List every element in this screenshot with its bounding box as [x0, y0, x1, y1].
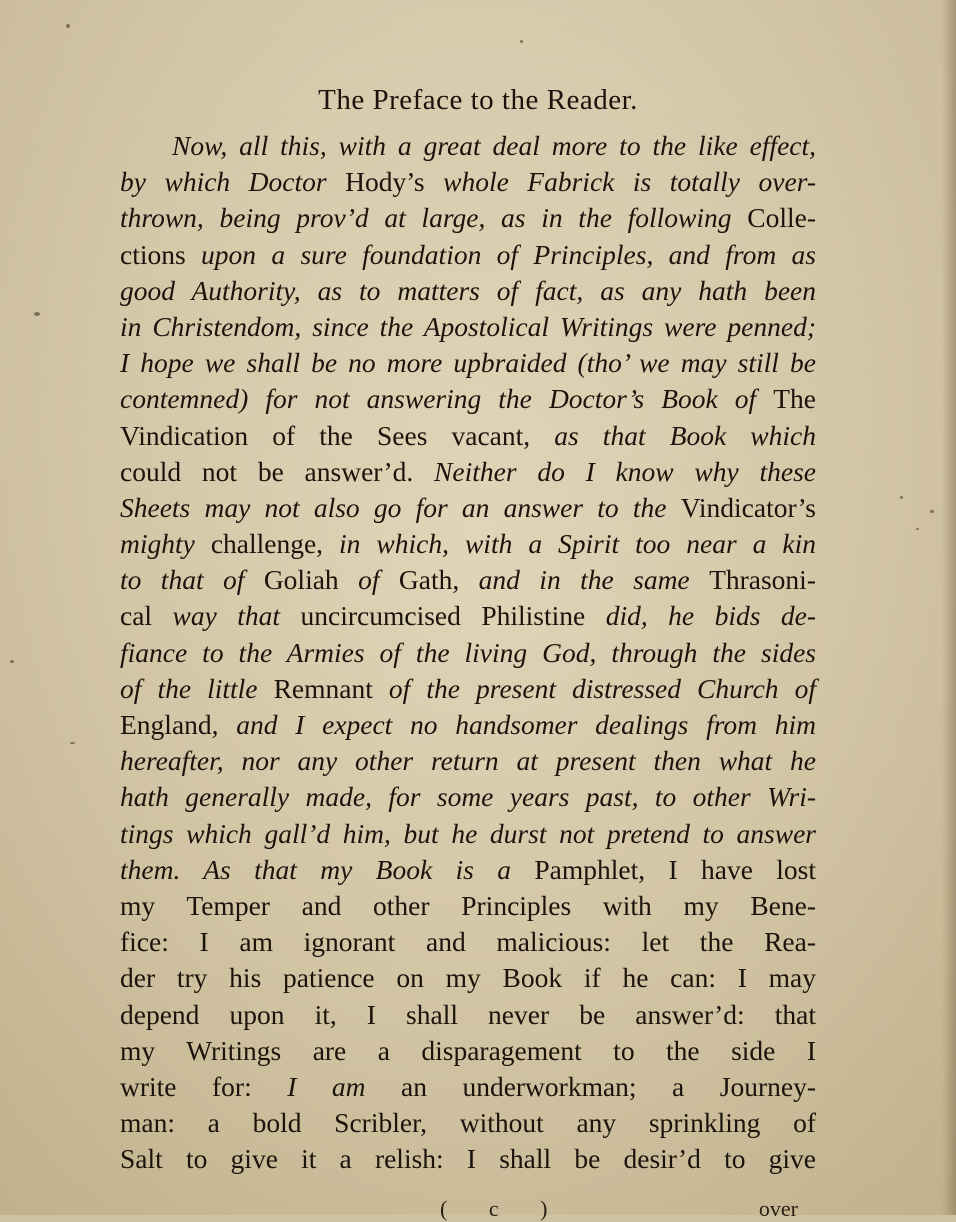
text-line	[120, 816, 816, 852]
italic-text: tings which gall’d him, but he durst not pretend to answer	[120, 817, 816, 849]
catchword: over	[758, 1196, 798, 1221]
italic-text: thrown, being prov’d at large, as in the following	[120, 202, 748, 234]
italic-text: in which, with a Spirit too near a kin	[339, 528, 816, 560]
paper-speck	[10, 660, 14, 663]
paper-speck	[930, 510, 934, 513]
roman-text: an underworkman; a Journey-	[400, 1070, 816, 1102]
roman-text: fice: I am ignorant and malicious: let the Rea-	[120, 926, 816, 958]
italic-text: mighty	[120, 528, 211, 560]
roman-text: could not be answer’d.	[120, 455, 435, 487]
paper-speck	[70, 742, 75, 744]
roman-text: Remnant	[273, 672, 389, 704]
text-line	[120, 997, 816, 1033]
italic-text: as that Book which	[554, 419, 816, 451]
text-line	[120, 743, 816, 779]
text-line	[120, 1069, 816, 1105]
italic-text: contemned) for not answering the Doctor’s Book of	[120, 383, 774, 415]
roman-text: Hody’s	[345, 166, 425, 198]
body-text	[120, 128, 816, 1177]
text-line	[120, 1033, 816, 1069]
italic-text: and in the same	[478, 564, 710, 596]
text-line	[120, 454, 816, 490]
text-line	[120, 707, 816, 743]
italic-text: did, he bids de-	[605, 600, 816, 632]
italic-text: hereafter, nor any other return at present then what he	[120, 745, 816, 777]
roman-text: Vindication of the Sees vacant,	[120, 419, 555, 451]
roman-text: Salt to give it a relish: I shall be desir’d to give	[120, 1143, 816, 1175]
roman-text: cal	[120, 600, 173, 632]
text-line	[120, 200, 816, 236]
text-line	[120, 562, 816, 598]
signature-mark: ( c )	[440, 1196, 566, 1221]
text-line	[120, 237, 816, 273]
roman-text: The	[773, 383, 816, 415]
paper-speck	[520, 40, 523, 43]
roman-text: write for:	[120, 1070, 288, 1102]
text-line	[120, 671, 816, 707]
italic-text: upon a sure foundation of Principles, and from as	[201, 238, 816, 270]
italic-text: by which Doctor	[120, 166, 346, 198]
italic-text: of the little	[120, 672, 274, 704]
roman-text: uncircumcised Philistine	[300, 600, 606, 632]
text-line	[120, 273, 816, 309]
text-line	[120, 960, 816, 996]
text-line	[120, 635, 816, 671]
roman-text: ctions	[120, 238, 202, 270]
paper-speck	[900, 496, 903, 499]
italic-text: and I expect no handsomer dealings from him	[236, 709, 816, 740]
italic-text: to that of	[120, 564, 264, 596]
italic-text: Now, all this, with a great deal more to the like effect,	[172, 130, 816, 161]
roman-text: Thrasoni-	[709, 564, 816, 596]
text-line	[120, 381, 816, 417]
roman-text: depend upon it, I shall never be answer’d: that	[120, 998, 816, 1030]
italic-text: Neither do I know why these	[434, 455, 816, 487]
italic-text: hath generally made, for some years past, to other Wri-	[120, 781, 816, 813]
text-line	[120, 888, 816, 924]
italic-text: whole Fabrick is totally over-	[424, 166, 816, 198]
roman-text: my Writings are a disparagement to the side I	[120, 1034, 816, 1066]
text-line	[120, 128, 816, 164]
text-line	[120, 345, 816, 381]
italic-text: Sheets may not also go for an answer to the	[120, 491, 681, 523]
text-line	[120, 1141, 816, 1177]
text-line	[120, 418, 816, 454]
roman-text: challenge,	[210, 528, 340, 560]
text-line	[120, 309, 816, 345]
italic-text: them. As that my Book is a	[120, 853, 535, 885]
italic-text: way that	[172, 600, 301, 632]
roman-text: der try his patience on my Book if he can: I may	[120, 962, 816, 994]
text-line	[120, 598, 816, 634]
paper-speck	[916, 528, 919, 530]
roman-text: Goliah	[263, 564, 359, 596]
italic-text: good Authority, as to matters of fact, as any hath been	[120, 274, 816, 306]
italic-text: of	[358, 564, 399, 596]
roman-text: man: a bold Scribler, without any sprinkling of	[120, 1107, 816, 1139]
italic-text: in Christendom, since the Apostolical Writings were penned;	[120, 310, 816, 342]
text-line	[120, 526, 816, 562]
roman-text: Vindicator’s	[680, 491, 816, 523]
italic-text: I am	[287, 1070, 401, 1102]
page-edge-shadow	[942, 0, 956, 1215]
text-line	[120, 164, 816, 200]
paper-speck	[34, 312, 40, 316]
roman-text: England,	[120, 709, 237, 740]
text-line	[120, 1105, 816, 1141]
roman-text: Colle-	[747, 202, 816, 234]
text-line	[120, 779, 816, 815]
roman-text: Pamphlet, I have lost	[534, 853, 816, 885]
italic-text: of the present distressed Church of	[388, 672, 816, 704]
text-line	[120, 852, 816, 888]
text-line	[120, 924, 816, 960]
roman-text: my Temper and other Principles with my Bene-	[120, 889, 816, 921]
italic-text: I hope we shall be no more upbraided (tho’ we may still be	[120, 347, 816, 379]
page-header: The Preface to the Reader.	[318, 84, 638, 116]
italic-text: fiance to the Armies of the living God, through the sides	[120, 636, 816, 668]
text-line	[120, 490, 816, 526]
roman-text: Gath,	[398, 564, 479, 596]
paper-speck	[66, 24, 70, 28]
